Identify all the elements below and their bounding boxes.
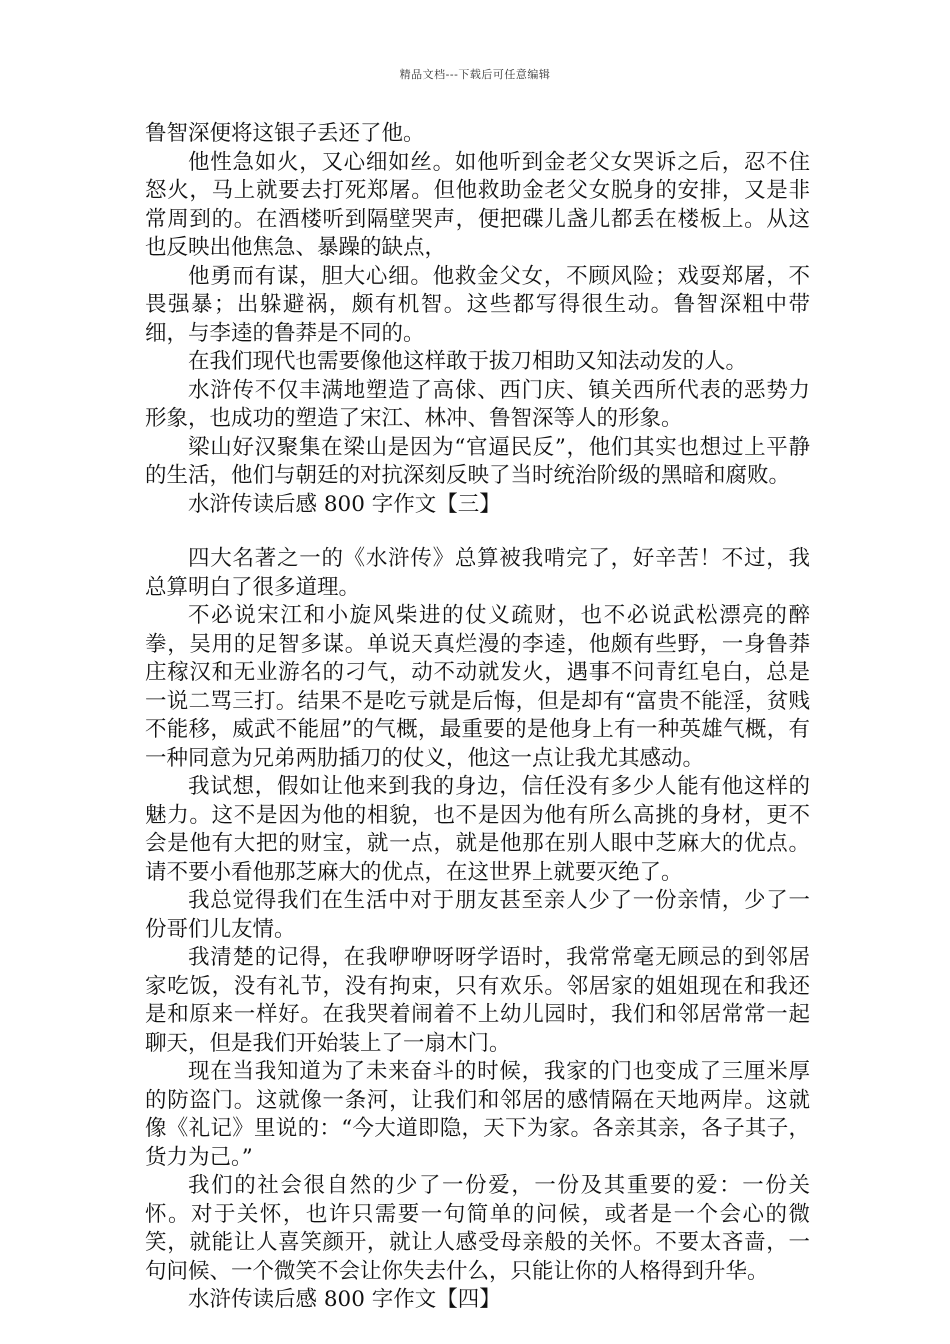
paragraph: 我试想，假如让他来到我的身边，信任没有多少人能有他这样的魅力。这不是因为他的相貌，也不是因为他有所么高挑的身材，更不会是他有大把的财宝，就一点，就是他那在别人眼中芝麻大的优点。请不要小看他那芝麻大的优点，在这世界上就要灭绝了。 — [145, 774, 810, 885]
paragraph: 现在当我知道为了未来奋斗的时候，我家的门也变成了三厘米厚的防盗门。这就像一条河，让我们和邻居的感情隔在天地两岸。这就像《礼记》里说的：“今大道即隐，天下为家。各亲其亲，各子其子，货力为己。” — [145, 1059, 810, 1170]
section-spacer — [145, 519, 810, 545]
paragraph: 水浒传不仅丰满地塑造了高俅、西门庆、镇关西所代表的恶势力形象，也成功的塑造了宋江、林冲、鲁智深等人的形象。 — [145, 377, 810, 431]
paragraph: 鲁智深便将这银子丢还了他。 — [145, 121, 425, 146]
page-header: 精品文档---下载后可任意编辑 — [399, 68, 551, 81]
section-heading-4: 水浒传读后感 800 字作文【四】 — [188, 1287, 501, 1312]
paragraph: 我们的社会很自然的少了一份爱，一份及其重要的爱：一份关怀。对于关怀，也许只需要一句简单的问候，或者是一个会心的微笑，就能让人喜笑颜开，就让人感受母亲般的关怀。不要太吝啬，一句问候、一个微笑不会让你失去什么，只能让你的人格得到升华。 — [145, 1173, 810, 1284]
paragraph: 我总觉得我们在生活中对于朋友甚至亲人少了一份亲情，少了一份哥们儿友情。 — [145, 888, 810, 942]
paragraph: 四大名著之一的《水浒传》总算被我啃完了，好辛苦！不过，我总算明白了很多道理。 — [145, 546, 810, 600]
section-heading-3: 水浒传读后感 800 字作文【三】 — [188, 491, 501, 517]
paragraph: 我清楚的记得，在我咿咿呀呀学语时，我常常毫无顾忌的到邻居家吃饭，没有礼节，没有拘束，只有欢乐。邻居家的姐姐现在和我还是和原来一样好。在我哭着闹着不上幼儿园时，我们和邻居常常一起聊天，但是我们开始装上了一扇木门。 — [145, 945, 810, 1056]
document-body — [145, 120, 810, 1315]
paragraph: 他勇而有谋，胆大心细。他救金父女，不顾风险；戏耍郑屠，不畏强暴；出躲避祸，颇有机智。这些都写得很生动。鲁智深粗中带细，与李逵的鲁莽是不同的。 — [145, 263, 810, 346]
paragraph: 他性急如火，又心细如丝。如他听到金老父女哭诉之后，忍不住怒火，马上就要去打死郑屠。但他救助金老父女脱身的安排，又是非常周到的。在酒楼听到隔壁哭声，便把碟儿盏儿都丢在楼板上。从这也反映出他焦急、暴躁的缺点， — [145, 149, 810, 260]
paragraph: 梁山好汉聚集在梁山是因为“官逼民反”，他们其实也想过上平静的生活，他们与朝廷的对抗深刻反映了当时统治阶级的黑暗和腐败。 — [145, 434, 810, 488]
paragraph: 在我们现代也需要像他这样敢于拔刀相助又知法动发的人。 — [188, 349, 748, 374]
paragraph: 不必说宋江和小旋风柴进的仗义疏财，也不必说武松漂亮的醉拳，吴用的足智多谋。单说天真烂漫的李逵，他颇有些野，一身鲁莽庄稼汉和无业游名的刁气，动不动就发火，遇事不问青红皂白，总是一说二骂三打。结果不是吃亏就是后悔，但是却有“富贵不能淫，贫贱不能移，威武不能屈”的气概，最重要的是他身上有一种英雄气概，有一种同意为兄弟两肋插刀的仗义，他这一点让我尤其感动。 — [145, 603, 810, 771]
